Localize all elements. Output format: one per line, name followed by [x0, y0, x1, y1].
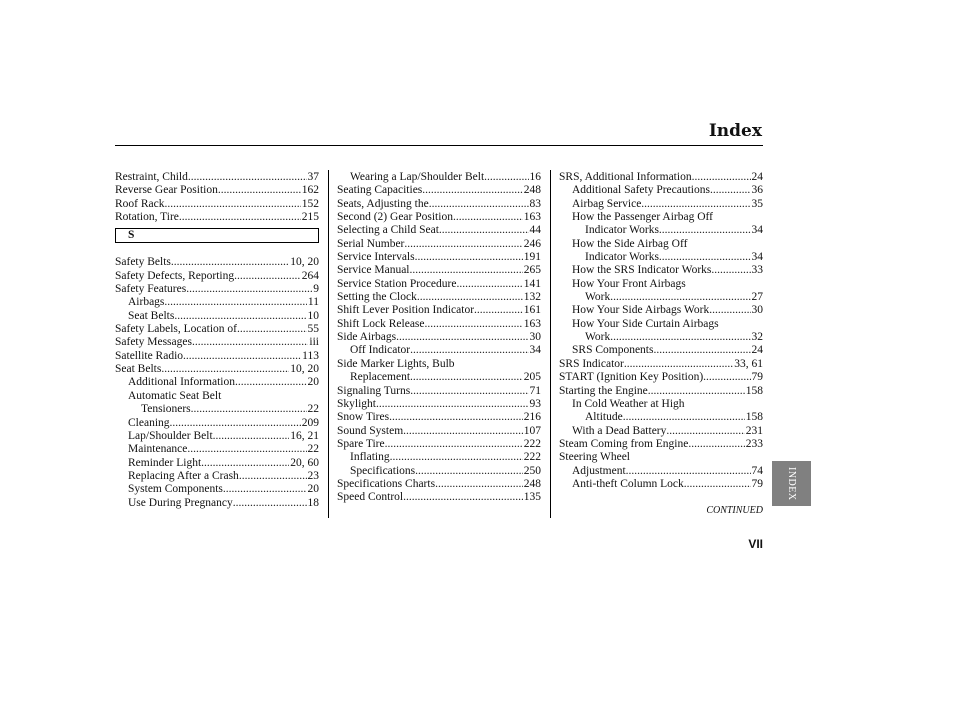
dot-leader [410, 371, 523, 384]
dot-leader [191, 403, 307, 416]
index-entry[interactable] [559, 211, 763, 224]
entry-name: Steering Wheel [559, 451, 630, 464]
dot-leader [474, 304, 523, 317]
index-entry[interactable] [337, 398, 541, 411]
entry-name: How the SRS Indicator Works [572, 264, 712, 277]
index-entry[interactable] [559, 438, 763, 451]
dot-leader [453, 211, 523, 224]
entry-name: Seat Belts [115, 363, 162, 376]
entry-name: Cleaning [128, 416, 170, 429]
dot-leader [684, 478, 751, 491]
entry-page: 107 [523, 424, 541, 437]
dot-leader [183, 350, 301, 363]
index-entry[interactable] [115, 270, 319, 283]
index-entry[interactable] [115, 256, 319, 269]
dot-leader [218, 184, 301, 197]
title-rule [115, 145, 763, 146]
index-entry[interactable] [559, 198, 763, 211]
entry-name: Work [585, 331, 611, 344]
dot-leader [390, 451, 523, 464]
index-entry[interactable] [337, 438, 541, 451]
entry-page: 23 [307, 469, 319, 482]
entry-page: 34 [751, 224, 763, 237]
entry-page: 79 [751, 477, 763, 490]
index-entry[interactable] [115, 310, 319, 323]
entry-name: How Your Side Airbags Work [572, 304, 710, 317]
index-entry[interactable] [115, 350, 319, 363]
entry-name: Seats, Adjusting the [337, 197, 429, 210]
entry-name: Side Airbags [337, 331, 397, 344]
continued-label: CONTINUED [706, 505, 763, 516]
entry-name: Additional Safety Precautions [572, 184, 710, 197]
dot-leader [711, 264, 750, 277]
entry-name: Indicator Works [585, 224, 659, 237]
entry-page: 264 [301, 269, 319, 282]
index-entry[interactable] [115, 403, 319, 416]
index-entry[interactable] [559, 184, 763, 197]
index-entry[interactable] [337, 171, 541, 184]
dot-leader [415, 251, 523, 264]
index-entry[interactable] [337, 331, 541, 344]
index-entry[interactable] [337, 224, 541, 237]
index-entry[interactable] [115, 171, 319, 184]
entry-name: Restraint, Child [115, 171, 188, 183]
dot-leader [234, 270, 301, 283]
entry-page: 209 [301, 416, 319, 429]
entry-page: 34 [529, 344, 541, 357]
index-entry[interactable] [337, 465, 541, 478]
entry-name: Off Indicator [350, 344, 411, 357]
dot-leader [389, 411, 523, 424]
entry-name: Satellite Radio [115, 349, 184, 362]
index-entry[interactable] [337, 318, 541, 331]
index-entry[interactable] [115, 497, 319, 510]
index-entry[interactable] [559, 411, 763, 424]
section-header-s: S [115, 228, 319, 243]
dot-leader [653, 344, 750, 357]
entry-name: Selecting a Child Seat [337, 224, 439, 237]
entry-name: Safety Defects, Reporting [115, 269, 235, 282]
entry-page: 10 [307, 309, 319, 322]
dot-leader [165, 198, 301, 211]
entry-name: Use During Pregnancy [128, 496, 233, 509]
dot-leader [376, 398, 529, 411]
dot-leader [703, 371, 750, 384]
entry-name: Safety Belts [115, 256, 171, 269]
entry-page: 35 [751, 197, 763, 210]
entry-name: How Your Side Curtain Airbags [572, 317, 719, 330]
entry-page: 79 [751, 371, 763, 384]
entry-name: Seating Capacities [337, 184, 423, 197]
entry-name: Specifications Charts [337, 477, 436, 490]
entry-name: Steam Coming from Engine [559, 437, 689, 450]
entry-page: 10, 20 [290, 256, 319, 269]
entry-page: 231 [745, 424, 763, 437]
entry-name: How Your Front Airbags [572, 277, 686, 290]
entry-name: With a Dead Battery [572, 424, 667, 437]
entry-page: 37 [307, 171, 319, 183]
entry-page: 93 [529, 397, 541, 410]
entry-name: Side Marker Lights, Bulb [337, 357, 455, 370]
entry-page: iii [309, 336, 319, 349]
dot-leader [396, 331, 528, 344]
entry-page: 34 [751, 251, 763, 264]
entry-name: Service Intervals [337, 251, 415, 264]
dot-leader [201, 457, 289, 470]
index-entry[interactable] [337, 385, 541, 398]
entry-name: Shift Lock Release [337, 317, 425, 330]
entry-page: 205 [523, 371, 541, 384]
entry-name: SRS, Additional Information [559, 171, 692, 183]
entry-page: 71 [529, 384, 541, 397]
index-entry[interactable] [559, 278, 763, 291]
entry-page: 32 [751, 331, 763, 344]
entry-name: Setting the Clock [337, 291, 417, 304]
dot-leader [403, 425, 523, 438]
dot-leader [710, 184, 751, 197]
dot-leader [659, 251, 751, 264]
entry-name: Indicator Works [585, 251, 659, 264]
column-divider [550, 170, 551, 518]
dot-leader [223, 483, 307, 496]
index-entry[interactable] [337, 198, 541, 211]
index-entry[interactable] [115, 443, 319, 456]
dot-leader [385, 438, 523, 451]
entry-page: 20 [307, 483, 319, 496]
entry-page: 11 [307, 296, 319, 309]
entry-page: 222 [523, 451, 541, 464]
index-tab-label: INDEX [786, 466, 797, 501]
dot-leader [187, 443, 306, 456]
entry-name: Airbag Service [572, 197, 642, 210]
entry-name: System Components [128, 483, 223, 496]
entry-name: Replacement [350, 371, 411, 384]
index-entry[interactable] [337, 291, 541, 304]
entry-name: Safety Messages [115, 336, 192, 349]
entry-page: 16 [529, 171, 541, 183]
index-entry[interactable] [559, 318, 763, 331]
dot-leader [692, 171, 751, 184]
index-entry[interactable] [559, 344, 763, 357]
entry-page: 248 [523, 477, 541, 490]
index-entry[interactable] [559, 398, 763, 411]
entry-page: 10, 20 [290, 363, 319, 376]
entry-name: Skylight [337, 397, 376, 410]
entry-name: Additional Information [128, 376, 235, 389]
entry-name: Automatic Seat Belt [128, 389, 222, 402]
entry-name: SRS Components [572, 344, 654, 357]
entry-name: Roof Rack [115, 197, 165, 210]
index-entry[interactable] [115, 283, 319, 296]
index-entry[interactable] [115, 336, 319, 349]
entry-page: 135 [523, 491, 541, 504]
dot-leader [648, 385, 745, 398]
entry-page: 248 [523, 184, 541, 197]
index-entry[interactable] [115, 323, 319, 336]
index-entry[interactable] [337, 371, 541, 384]
dot-leader [170, 417, 301, 430]
index-entry[interactable] [115, 363, 319, 376]
entry-name: Snow Tires [337, 411, 390, 424]
dot-leader [415, 465, 523, 478]
index-entry[interactable] [337, 411, 541, 424]
entry-page: 215 [301, 211, 319, 224]
entry-name: Service Manual [337, 264, 410, 277]
dot-leader [456, 278, 522, 291]
index-column-3 [559, 171, 763, 491]
entry-page: 27 [751, 291, 763, 304]
entry-name: How the Passenger Airbag Off [572, 211, 713, 224]
index-entry[interactable] [559, 291, 763, 304]
entries-after-section [115, 256, 319, 510]
entry-page: 30 [529, 331, 541, 344]
entry-page: 74 [751, 464, 763, 477]
index-entry[interactable] [559, 331, 763, 344]
dot-leader [624, 358, 733, 371]
index-entry[interactable] [559, 371, 763, 384]
index-entry[interactable] [115, 417, 319, 430]
index-entry[interactable] [115, 296, 319, 309]
index-entry[interactable] [559, 264, 763, 277]
entry-page: 158 [745, 411, 763, 424]
dot-leader [425, 318, 523, 331]
entry-page: 20 [307, 376, 319, 389]
dot-leader [410, 264, 523, 277]
index-entry[interactable] [115, 184, 319, 197]
index-entry[interactable] [337, 211, 541, 224]
entry-name: Serial Number [337, 237, 405, 250]
dot-leader [659, 224, 751, 237]
dot-leader [688, 438, 744, 451]
dot-leader [179, 211, 301, 224]
entry-page: 222 [523, 437, 541, 450]
entry-name: SRS Indicator [559, 357, 624, 370]
entry-page: 161 [523, 304, 541, 317]
index-entry[interactable] [337, 251, 541, 264]
index-entry[interactable] [115, 483, 319, 496]
entry-name: Specifications [350, 464, 416, 477]
dot-leader [623, 411, 745, 424]
dot-leader [709, 304, 750, 317]
entry-name: Second (2) Gear Position [337, 211, 453, 224]
entry-page: 16, 21 [290, 429, 319, 442]
index-entry[interactable] [115, 376, 319, 389]
entry-page: 30 [751, 304, 763, 317]
entry-page: 163 [523, 211, 541, 224]
dot-leader [439, 224, 529, 237]
entry-page: 250 [523, 464, 541, 477]
entry-page: 22 [307, 443, 319, 456]
index-entry[interactable] [559, 451, 763, 464]
dot-leader [186, 283, 312, 296]
entry-page: 246 [523, 237, 541, 250]
entry-name: START (Ignition Key Position) [559, 371, 704, 384]
index-column-1 [115, 171, 319, 510]
index-entry[interactable] [115, 390, 319, 403]
index-entry[interactable] [559, 425, 763, 438]
dot-leader [610, 291, 750, 304]
entry-page: 22 [307, 403, 319, 416]
entry-page: 265 [523, 264, 541, 277]
dot-leader [171, 256, 289, 269]
entry-page: 33, 61 [734, 357, 763, 370]
dot-leader [422, 184, 522, 197]
entry-name: Shift Lever Position Indicator [337, 304, 475, 317]
dot-leader [417, 291, 523, 304]
entry-name: Work [585, 291, 611, 304]
index-entry[interactable] [115, 198, 319, 211]
index-entry[interactable] [559, 385, 763, 398]
index-entry[interactable] [559, 358, 763, 371]
entry-page: 152 [301, 197, 319, 210]
index-entry[interactable] [337, 451, 541, 464]
index-entry[interactable] [559, 478, 763, 491]
dot-leader [641, 198, 750, 211]
entries-before-section [115, 171, 319, 224]
dot-leader [484, 171, 528, 184]
page-title: Index [708, 121, 762, 141]
entry-page: 216 [523, 411, 541, 424]
entry-page: 33 [751, 264, 763, 277]
entry-name: Maintenance [128, 443, 188, 456]
entry-page: 24 [751, 344, 763, 357]
entry-name: Sound System [337, 424, 404, 437]
dot-leader [188, 171, 307, 184]
entry-page: 24 [751, 171, 763, 183]
dot-leader [233, 497, 307, 510]
index-entry[interactable] [337, 238, 541, 251]
entry-name: In Cold Weather at High [572, 397, 685, 410]
entry-page: 162 [301, 184, 319, 197]
index-entry[interactable] [337, 358, 541, 371]
index-entry[interactable] [115, 430, 319, 443]
dot-leader [410, 344, 528, 357]
dot-leader [404, 238, 522, 251]
index-entry[interactable] [337, 184, 541, 197]
entry-page: 113 [302, 349, 319, 362]
entry-name: Adjustment [572, 464, 626, 477]
dot-leader [235, 376, 307, 389]
entry-page: 163 [523, 317, 541, 330]
index-entry[interactable] [559, 238, 763, 251]
entry-name: Inflating [350, 451, 390, 464]
index-entry[interactable] [337, 278, 541, 291]
entry-page: 191 [523, 251, 541, 264]
entry-name: Replacing After a Crash [128, 469, 239, 482]
index-entry[interactable] [115, 211, 319, 224]
entry-page: 158 [745, 384, 763, 397]
entry-name: Anti-theft Column Lock [572, 477, 684, 490]
entry-name: How the Side Airbag Off [572, 237, 688, 250]
entry-name: Starting the Engine [559, 384, 648, 397]
entry-page: 36 [751, 184, 763, 197]
dot-leader [164, 296, 307, 309]
entry-name: Rotation, Tire [115, 211, 179, 224]
index-entry[interactable] [559, 465, 763, 478]
entry-page: 132 [523, 291, 541, 304]
entry-page: 55 [307, 323, 319, 336]
dot-leader [213, 430, 290, 443]
entry-page: 83 [529, 197, 541, 210]
dot-leader [403, 491, 523, 504]
index-tab[interactable] [772, 461, 811, 506]
index-entry[interactable] [337, 491, 541, 504]
entry-name: Service Station Procedure [337, 277, 457, 290]
entry-name: Tensioners [141, 403, 191, 416]
dot-leader [410, 385, 528, 398]
entry-name: Wearing a Lap/Shoulder Belt [350, 171, 485, 183]
dot-leader [161, 363, 289, 376]
index-entry[interactable] [337, 425, 541, 438]
entry-page: 18 [307, 496, 319, 509]
index-column-2 [337, 171, 541, 505]
dot-leader [666, 425, 744, 438]
index-entry[interactable] [559, 171, 763, 184]
dot-leader [429, 198, 529, 211]
index-entry[interactable] [115, 457, 319, 470]
entry-name: Spare Tire [337, 437, 385, 450]
entry-name: Safety Features [115, 283, 187, 296]
index-entry[interactable] [559, 251, 763, 264]
entry-name: Speed Control [337, 491, 404, 504]
entry-page: 233 [745, 437, 763, 450]
dot-leader [626, 465, 751, 478]
index-entry[interactable] [559, 304, 763, 317]
dot-leader [174, 310, 306, 323]
page-number: VII [748, 537, 763, 551]
index-entry[interactable] [337, 304, 541, 317]
dot-leader [435, 478, 523, 491]
index-entry[interactable] [337, 478, 541, 491]
entry-page: 141 [523, 277, 541, 290]
entry-page: 44 [529, 224, 541, 237]
entry-name: Reverse Gear Position [115, 184, 218, 197]
dot-leader [239, 470, 307, 483]
entry-page: 20, 60 [290, 456, 319, 469]
column-divider [328, 170, 329, 518]
entry-name: Reminder Light [128, 456, 202, 469]
dot-leader [192, 336, 308, 349]
index-entry[interactable] [559, 224, 763, 237]
entry-name: Airbags [128, 296, 165, 309]
dot-leader [237, 323, 307, 336]
index-entry[interactable] [337, 264, 541, 277]
entry-name: Seat Belts [128, 309, 175, 322]
entry-page: 9 [313, 283, 319, 296]
entry-name: Altitude [585, 411, 623, 424]
dot-leader [610, 331, 750, 344]
index-entry[interactable] [337, 344, 541, 357]
entry-name: Signaling Turns [337, 384, 411, 397]
index-entry[interactable] [115, 470, 319, 483]
entry-name: Lap/Shoulder Belt [128, 429, 213, 442]
entry-name: Safety Labels, Location of [115, 323, 237, 336]
